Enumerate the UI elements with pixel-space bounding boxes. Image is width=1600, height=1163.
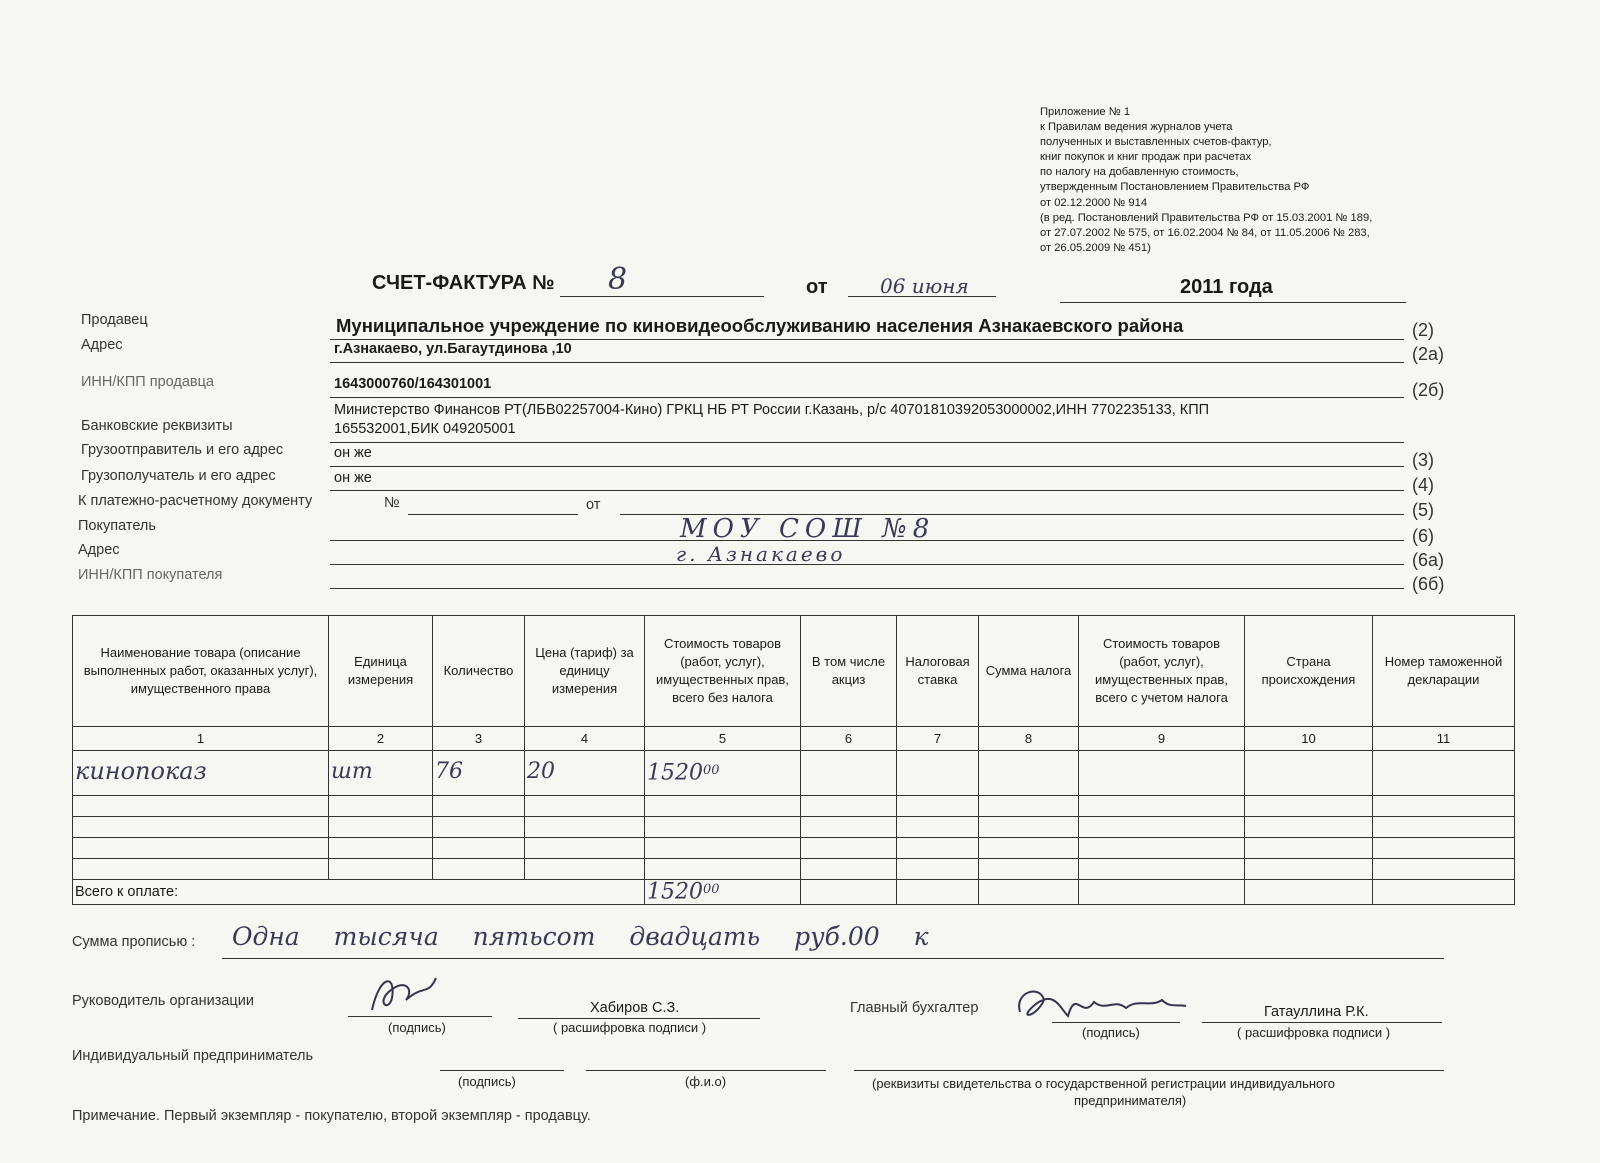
buyer-address-underline <box>330 564 1404 565</box>
consignee-underline <box>330 490 1404 491</box>
col-header: Количество <box>433 616 525 727</box>
inn-label: ИНН/КПП продавца <box>81 374 214 390</box>
cell-unit <box>329 751 433 796</box>
cell-name <box>73 751 329 796</box>
bank-value-line1: Министерство Финансов РТ(ЛБВ02257004-Кино) ГРКЦ НБ РТ России г.Казань, р/с 40701810392053000002,ИНН 7702235133, КПП <box>334 402 1210 418</box>
total-row <box>73 880 1515 905</box>
appendix-line: от 26.05.2009 № 451) <box>1040 241 1151 254</box>
head-name: Хабиров С.З. <box>590 1000 680 1016</box>
cell-cost <box>645 751 801 796</box>
entrepreneur-sig-underline <box>440 1070 564 1071</box>
chief-sig-caption: (подпись) <box>1082 1025 1140 1040</box>
invoice-title: СЧЕТ-ФАКТУРА № <box>372 272 555 294</box>
total-value: 1520 <box>647 879 703 905</box>
col-header: Номер таможенной декларации <box>1373 616 1515 727</box>
shipper-label: Грузоотправитель и его адрес <box>81 442 284 458</box>
item-price: 20 <box>527 759 555 784</box>
entrepreneur-sig-caption: (подпись) <box>458 1074 516 1089</box>
buyer-underline <box>330 540 1404 541</box>
footer-note: Примечание. Первый экземпляр - покупателю, второй экземпляр - продавцу. <box>72 1108 591 1124</box>
payment-doc-no-label: № <box>384 495 400 511</box>
inn-value: 1643000760/164301001 <box>334 376 492 392</box>
address-label: Адрес <box>81 337 123 353</box>
goods-table <box>72 615 1515 905</box>
buyer-address-code: (6а) <box>1412 550 1445 570</box>
chief-accountant-label: Главный бухгалтер <box>850 1000 979 1016</box>
appendix-line: к Правилам ведения журналов учета <box>1040 121 1233 134</box>
col-number: 3 <box>433 727 525 751</box>
col-number: 4 <box>525 727 645 751</box>
consignee-code: (4) <box>1412 475 1434 495</box>
table-row <box>73 838 1515 859</box>
appendix-line: по налогу на добавленную стоимость, <box>1040 166 1239 179</box>
item-qty: 76 <box>435 759 463 784</box>
table-row <box>73 859 1515 880</box>
item-cost-cents: 00 <box>703 762 720 778</box>
chief-name-underline <box>1202 1022 1442 1023</box>
chief-name-caption: ( расшифровка подписи ) <box>1237 1025 1391 1040</box>
entrepreneur-fio-caption: (ф.и.о) <box>685 1074 727 1089</box>
amount-words-value: Одна тысяча пятьсот двадцать руб.00 к <box>232 922 929 951</box>
col-number: 10 <box>1245 727 1373 751</box>
cell-price <box>525 751 645 796</box>
col-header: Стоимость товаров (работ, услуг), имущественных прав, всего с учетом налога <box>1079 616 1245 727</box>
col-header: В том числе акциз <box>801 616 897 727</box>
cell-qty <box>433 751 525 796</box>
table-row <box>73 796 1515 817</box>
col-number: 5 <box>645 727 801 751</box>
payment-doc-code: (5) <box>1412 500 1434 520</box>
chief-sig-underline <box>1052 1022 1180 1023</box>
table-row <box>73 817 1515 838</box>
address-underline <box>330 362 1404 363</box>
chief-name: Гатауллина Р.К. <box>1264 1004 1369 1020</box>
number-underline <box>560 296 764 297</box>
buyer-inn-underline <box>330 588 1404 589</box>
column-number-row <box>73 727 1515 751</box>
seller-label: Продавец <box>81 312 148 328</box>
address-code: (2а) <box>1412 344 1445 364</box>
col-header: Единица измерения <box>329 616 433 727</box>
item-cost: 1520 <box>647 760 703 786</box>
buyer-inn-code: (6б) <box>1412 574 1445 594</box>
appendix-line: (в ред. Постановлений Правительства РФ от 15.03.2001 № 189, <box>1040 211 1373 224</box>
date-from-label: от <box>806 276 828 298</box>
year-underline <box>1060 302 1406 303</box>
entrepreneur-fio-underline <box>586 1070 826 1071</box>
appendix-line: полученных и выставленных счетов-фактур, <box>1040 136 1272 149</box>
amount-words-underline <box>222 958 1444 959</box>
invoice-year: 2011 года <box>1180 276 1273 298</box>
col-header: Сумма налога <box>979 616 1079 727</box>
address-value: г.Азнакаево, ул.Багаутдинова ,10 <box>334 341 572 357</box>
head-name-caption: ( расшифровка подписи ) <box>553 1020 707 1035</box>
inn-code: (2б) <box>1412 380 1445 400</box>
seller-code: (2) <box>1412 320 1434 340</box>
col-header: Стоимость товаров (работ, услуг), имущественных прав, всего без налога <box>645 616 801 727</box>
inn-underline <box>330 397 1404 398</box>
total-cents: 00 <box>703 881 720 897</box>
entrepreneur-label: Индивидуальный предприниматель <box>72 1048 314 1064</box>
appendix-line: Приложение № 1 <box>1040 106 1131 118</box>
buyer-code: (6) <box>1412 526 1434 546</box>
consignee-value: он же <box>334 470 372 486</box>
col-number: 6 <box>801 727 897 751</box>
entrepreneur-reg-underline <box>854 1070 1444 1071</box>
col-number: 8 <box>979 727 1079 751</box>
amount-words-label: Сумма прописью : <box>72 934 196 950</box>
buyer-address-value: г. Азнакаево <box>676 542 846 566</box>
entrepreneur-reg-caption-1: (реквизиты свидетельства о государственной регистрации индивидуального <box>872 1076 1335 1091</box>
col-number: 11 <box>1373 727 1515 751</box>
appendix-note <box>1040 105 1460 256</box>
entrepreneur-reg-caption-2: предпринимателя) <box>1074 1093 1187 1108</box>
shipper-code: (3) <box>1412 450 1434 470</box>
seller-value: Муниципальное учреждение по киновидеообслуживанию населения Азнакаевского района <box>336 315 1184 336</box>
shipper-underline <box>330 466 1404 467</box>
col-header: Налоговая ставка <box>897 616 979 727</box>
shipper-value: он же <box>334 445 372 461</box>
cell-total <box>645 880 801 905</box>
appendix-line: от 02.12.2000 № 914 <box>1040 196 1148 209</box>
bank-label: Банковские реквизиты <box>81 418 233 434</box>
head-label: Руководитель организации <box>72 993 254 1009</box>
consignee-label: Грузополучатель и его адрес <box>81 468 276 484</box>
bank-value-line2: 165532001,БИК 049205001 <box>334 421 516 437</box>
invoice-number: 8 <box>608 262 628 297</box>
appendix-line: от 27.07.2002 № 575, от 16.02.2004 № 84, от 11.05.2006 № 283, <box>1040 226 1370 239</box>
bank-underline <box>330 442 1404 443</box>
head-sig-caption: (подпись) <box>388 1020 446 1035</box>
buyer-label: Покупатель <box>78 518 156 534</box>
appendix-line: утвержденным Постановлением Правительства РФ <box>1040 181 1310 194</box>
col-header: Страна происхождения <box>1245 616 1373 727</box>
item-name: кинопоказ <box>75 757 207 785</box>
buyer-value: МОУ СОШ №8 <box>680 514 936 544</box>
table-header-row <box>73 616 1515 727</box>
head-sig-underline <box>348 1016 492 1017</box>
col-number: 9 <box>1079 727 1245 751</box>
date-underline <box>848 296 996 297</box>
payment-doc-no-underline <box>408 514 578 515</box>
appendix-line: книг покупок и книг продаж при расчетах <box>1040 151 1252 164</box>
seller-underline <box>330 339 1404 340</box>
buyer-inn-label: ИНН/КПП покупателя <box>78 567 223 583</box>
col-number: 2 <box>329 727 433 751</box>
invoice-date: 06 июня <box>880 274 969 298</box>
col-number: 1 <box>73 727 329 751</box>
buyer-address-label: Адрес <box>78 542 120 558</box>
table-row <box>73 751 1515 796</box>
total-label: Всего к оплате: <box>73 880 645 905</box>
col-header: Наименование товара (описание выполненных работ, оказанных услуг), имущественного права <box>73 616 329 727</box>
item-unit: шт <box>331 759 373 784</box>
payment-doc-label: К платежно-расчетному документу <box>78 493 313 509</box>
col-header: Цена (тариф) за единицу измерения <box>525 616 645 727</box>
head-name-underline <box>518 1018 760 1019</box>
payment-doc-from-label: от <box>586 497 601 513</box>
col-number: 7 <box>897 727 979 751</box>
